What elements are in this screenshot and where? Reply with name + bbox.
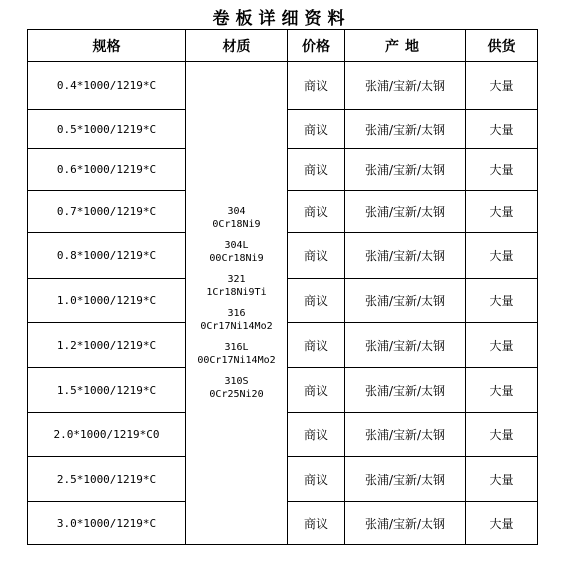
spec-cell: 0.7*1000/1219*C bbox=[28, 191, 186, 233]
material-designation: 1Cr18Ni9Ti bbox=[206, 287, 267, 298]
table-row bbox=[28, 62, 538, 110]
price-cell: 商议 bbox=[288, 110, 345, 149]
material-item bbox=[186, 273, 287, 299]
price-cell: 商议 bbox=[288, 233, 345, 279]
material-grade: 316 bbox=[227, 308, 246, 319]
supply-cell: 大量 bbox=[466, 413, 538, 457]
price-cell: 商议 bbox=[288, 62, 345, 110]
spec-cell: 1.2*1000/1219*C bbox=[28, 323, 186, 368]
table-body bbox=[28, 62, 538, 545]
table-header-row bbox=[28, 30, 538, 62]
origin-cell: 张浦/宝新/太钢 bbox=[345, 279, 466, 323]
price-cell: 商议 bbox=[288, 413, 345, 457]
price-cell: 商议 bbox=[288, 279, 345, 323]
spec-cell: 1.0*1000/1219*C bbox=[28, 279, 186, 323]
material-grade: 316L bbox=[224, 342, 249, 353]
material-item bbox=[186, 375, 287, 401]
price-cell: 商议 bbox=[288, 191, 345, 233]
material-grade: 321 bbox=[227, 274, 246, 285]
material-grade: 304L bbox=[224, 240, 249, 251]
spec-cell: 0.5*1000/1219*C bbox=[28, 110, 186, 149]
spec-cell: 1.5*1000/1219*C bbox=[28, 368, 186, 413]
origin-cell: 张浦/宝新/太钢 bbox=[345, 62, 466, 110]
price-cell: 商议 bbox=[288, 323, 345, 368]
origin-cell: 张浦/宝新/太钢 bbox=[345, 110, 466, 149]
coil-spec-table bbox=[27, 29, 538, 545]
spec-cell: 3.0*1000/1219*C bbox=[28, 502, 186, 545]
origin-cell: 张浦/宝新/太钢 bbox=[345, 323, 466, 368]
material-designation: 0Cr25Ni20 bbox=[209, 389, 264, 400]
spec-cell: 0.8*1000/1219*C bbox=[28, 233, 186, 279]
material-grade: 304 bbox=[227, 206, 246, 217]
material-item bbox=[186, 205, 287, 231]
price-cell: 商议 bbox=[288, 457, 345, 502]
header-spec: 规格 bbox=[28, 30, 186, 62]
spec-cell: 0.4*1000/1219*C bbox=[28, 62, 186, 110]
origin-cell: 张浦/宝新/太钢 bbox=[345, 149, 466, 191]
material-designation: 0Cr18Ni9 bbox=[212, 219, 261, 230]
supply-cell: 大量 bbox=[466, 323, 538, 368]
supply-cell: 大量 bbox=[466, 502, 538, 545]
material-item bbox=[186, 307, 287, 333]
supply-cell: 大量 bbox=[466, 110, 538, 149]
header-material: 材质 bbox=[186, 30, 288, 62]
header-supply: 供货 bbox=[466, 30, 538, 62]
origin-cell: 张浦/宝新/太钢 bbox=[345, 457, 466, 502]
origin-cell: 张浦/宝新/太钢 bbox=[345, 191, 466, 233]
origin-cell: 张浦/宝新/太钢 bbox=[345, 502, 466, 545]
price-cell: 商议 bbox=[288, 149, 345, 191]
supply-cell: 大量 bbox=[466, 279, 538, 323]
price-cell: 商议 bbox=[288, 368, 345, 413]
supply-cell: 大量 bbox=[466, 368, 538, 413]
spec-cell: 0.6*1000/1219*C bbox=[28, 149, 186, 191]
material-designation: 0Cr17Ni14Mo2 bbox=[200, 321, 273, 332]
supply-cell: 大量 bbox=[466, 233, 538, 279]
material-grade: 310S bbox=[224, 376, 249, 387]
supply-cell: 大量 bbox=[466, 62, 538, 110]
material-item bbox=[186, 239, 287, 265]
header-origin: 产地 bbox=[345, 30, 466, 62]
spec-cell: 2.0*1000/1219*C0 bbox=[28, 413, 186, 457]
origin-cell: 张浦/宝新/太钢 bbox=[345, 413, 466, 457]
price-cell: 商议 bbox=[288, 502, 345, 545]
supply-cell: 大量 bbox=[466, 149, 538, 191]
header-price: 价格 bbox=[288, 30, 345, 62]
origin-cell: 张浦/宝新/太钢 bbox=[345, 233, 466, 279]
material-designation: 00Cr17Ni14Mo2 bbox=[197, 355, 276, 366]
material-designation: 00Cr18Ni9 bbox=[209, 253, 264, 264]
page-title: 卷板详细资料 bbox=[212, 9, 351, 29]
supply-cell: 大量 bbox=[466, 457, 538, 502]
material-item bbox=[186, 341, 287, 367]
supply-cell: 大量 bbox=[466, 191, 538, 233]
spec-cell: 2.5*1000/1219*C bbox=[28, 457, 186, 502]
origin-cell: 张浦/宝新/太钢 bbox=[345, 368, 466, 413]
material-cell bbox=[186, 62, 288, 545]
